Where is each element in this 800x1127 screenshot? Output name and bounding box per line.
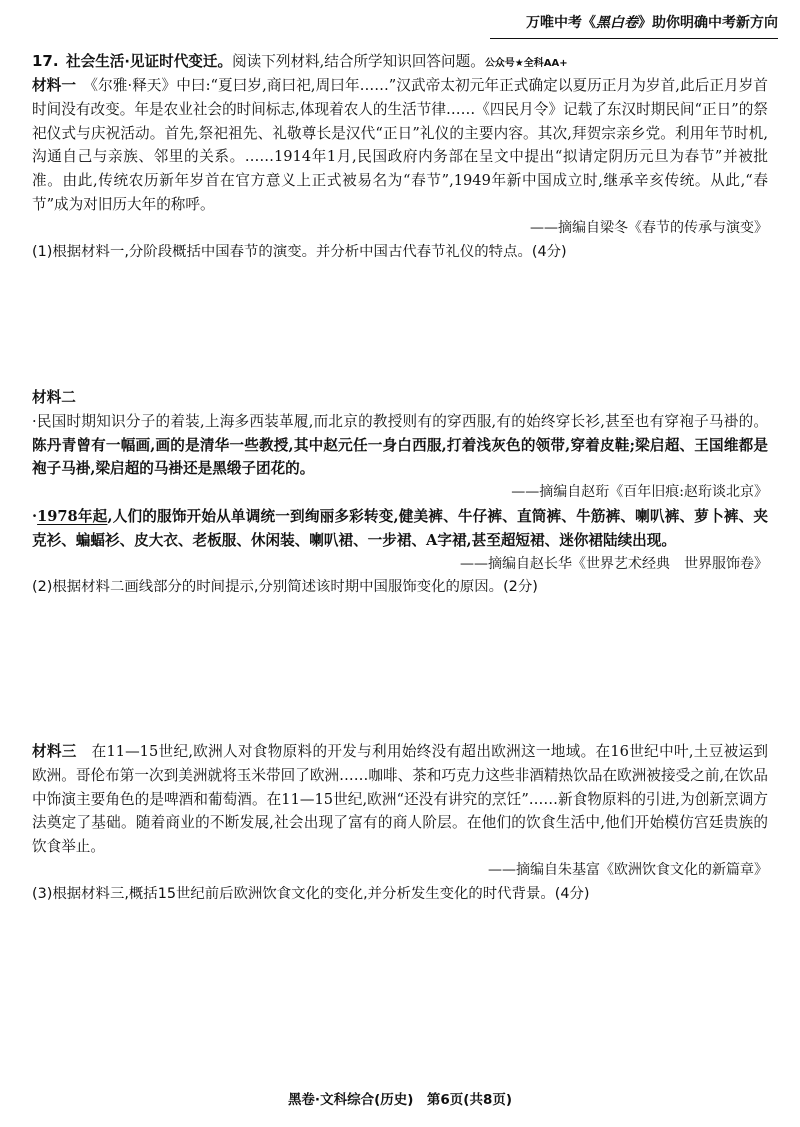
material-three bbox=[32, 740, 768, 907]
question-title-bold: 社会生活·见证时代变迁。 bbox=[66, 53, 233, 70]
material-three-paragraph bbox=[32, 740, 768, 859]
underlined-time-hint: 1978年起 bbox=[37, 507, 108, 525]
sub-question-1: (1)根据材料一,分阶段概括中国春节的演变。并分析中国古代春节礼仪的特点。(4分) bbox=[32, 243, 567, 260]
material-two-source-2: ——摘编自赵长华《世界艺术经典 世界服饰卷》 bbox=[460, 555, 768, 572]
material-two-bullet-2-dot: · bbox=[32, 507, 38, 525]
page-footer: 黑卷·文科综合(历史) 第6页(共8页) bbox=[287, 1092, 513, 1108]
question-title-rest: 阅读下列材料,结合所学知识回答问题。 bbox=[232, 53, 485, 70]
material-two-bullet-1-b: 陈丹青曾有一幅画,画的是清华一些教授,其中赵元任一身白西服,打着浅灰色的领带,穿着皮鞋;梁启超、王国维都是袍子马褂,梁启超的马褂还是黑缎子团花的。 bbox=[32, 436, 768, 478]
material-one-text: 《尔雅·释天》中曰:“夏曰岁,商曰祀,周曰年……”汉武帝太初元年正式确定以夏历正月为岁首,此后正月岁首时间没有改变。年是农业社会的时间标志,体现着农人的生活节律……《四民月令》记载了东汉时期民间“正日”的祭祀仪式与庆祝活动。首先,祭祀祖先、礼敬尊长是汉代“正日”礼仪的主要内容。其次,拜贺宗亲乡党。利用年节时机,沟通自己与亲族、邻里的关系。……1914年1月,民国政府内务部在呈文中提出“拟请定阴历元旦为春节”并被批准。由此,传统农历新年岁首在官方意义上正式被易名为“春节”,1949年新中国成立时,继承辛亥传统。从此,“春节”成为对旧历大年的称呼。 bbox=[32, 77, 768, 213]
material-three-text: 在11—15世纪,欧洲人对食物原料的开发与利用始终没有超出欧洲这一地域。在16世纪中叶,土豆被运到欧洲。哥伦布第一次到美洲就将玉米带回了欧洲……咖啡、茶和巧克力这些非酒精热饮品在欧洲被接受之前,在饮品中饰演主要角色的是啤酒和葡萄酒。在11—15世纪,欧洲“还没有讲究的烹饪”……新食物原料的引进,为创新烹调方法奠定了基础。随着商业的不断发展,社会出现了富有的商人阶层。在他们的饮食生活中,他们开始模仿宫廷贵族的饮食举止。 bbox=[32, 743, 768, 856]
sub-question-2: (2)根据材料二画线部分的时间提示,分别简述该时期中国服饰变化的原因。(2分) bbox=[32, 579, 538, 596]
header-suffix: 》助你明确中考新方向 bbox=[638, 15, 778, 31]
sub-question-3: (3)根据材料三,概括15世纪前后欧洲饮食文化的变化,并分析发生变化的时代背景。(4分) bbox=[32, 885, 590, 902]
material-two-bullet-1 bbox=[32, 410, 768, 481]
watermark-tag: 公众号★全科AA+ bbox=[484, 58, 568, 69]
material-two-label: 材料二 bbox=[32, 389, 76, 406]
header-brand: 黑白卷 bbox=[596, 15, 638, 31]
question-title bbox=[66, 50, 568, 76]
header-slogan bbox=[526, 12, 778, 32]
material-one-paragraph bbox=[32, 74, 768, 217]
header-prefix: 万唯中考《 bbox=[526, 15, 596, 31]
material-two-bullet-1-a: ·民国时期知识分子的着装,上海多西装革履,而北京的教授则有的穿西服,有的始终穿长衫,甚至也有穿袍子马褂的。 bbox=[32, 412, 768, 430]
material-two-bullet-2 bbox=[32, 505, 768, 553]
header-rule bbox=[490, 38, 778, 39]
question-number: 17. bbox=[32, 52, 59, 70]
page-header bbox=[0, 0, 800, 40]
material-two-label-line bbox=[32, 386, 768, 410]
material-three-label: 材料三 bbox=[32, 743, 77, 760]
material-two bbox=[32, 386, 768, 600]
material-two-bullet-2-rest: ,人们的服饰开始从单调统一到绚丽多彩转变,健美裤、牛仔裤、直筒裤、牛筋裤、喇叭裤、萝卜裤、夹克衫、蝙蝠衫、皮大衣、老板服、休闲装、喇叭裙、一步裙、A字裙,甚至超短裙、迷你裙陆续出现。 bbox=[32, 507, 768, 549]
material-one-label: 材料一 bbox=[32, 77, 77, 94]
material-one bbox=[32, 74, 768, 264]
material-three-source: ——摘编自朱基富《欧洲饮食文化的新篇章》 bbox=[488, 861, 768, 878]
material-one-source: ——摘编自梁冬《春节的传承与演变》 bbox=[530, 219, 768, 236]
material-two-source-1: ——摘编自赵珩《百年旧痕:赵珩谈北京》 bbox=[511, 484, 768, 501]
